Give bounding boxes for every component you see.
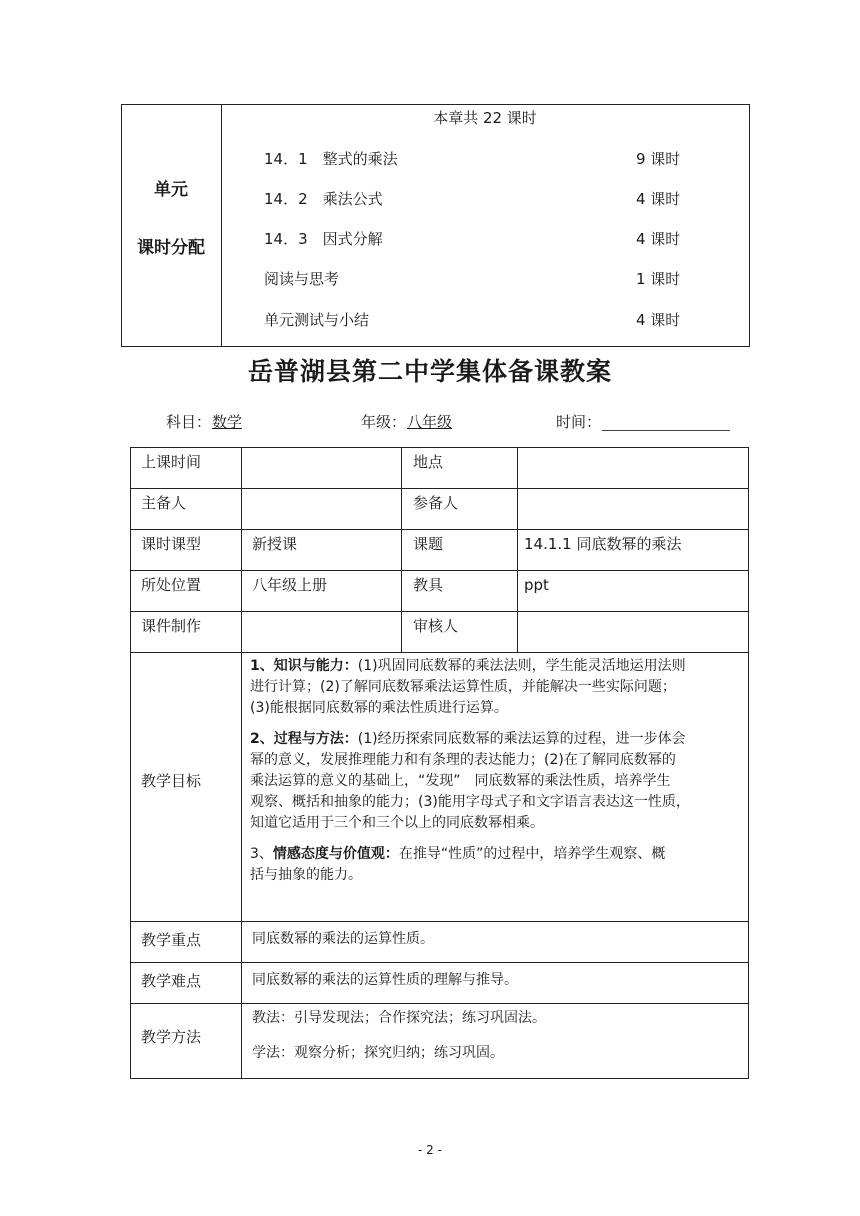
class-time-label: 上课时间: [141, 453, 202, 471]
unit-total-hours: 本章共 22 课时: [433, 109, 537, 127]
unit-row-hours: 4 课时: [636, 190, 681, 208]
unit-row-hours: 4 课时: [636, 230, 681, 248]
lesson-type-label: 课时课型: [141, 535, 202, 553]
goal3-line: 在推导“性质”的过程中，培养学生观察、概: [398, 846, 666, 862]
position-value: 八年级上册: [252, 576, 328, 594]
objectives-label: 教学目标: [141, 772, 202, 790]
unit-row-item: 阅读与思考: [264, 270, 340, 288]
goal1-line: (3)能根据同底数幂的乘法性质进行运算。: [250, 700, 508, 716]
lead-preparer-label: 主备人: [141, 494, 187, 512]
learning-method: 学法：观察分析；探究归纳；练习巩固。: [252, 1045, 504, 1061]
goal3-number: 3、: [250, 846, 273, 862]
goal2-line: 知道它适用于三个和三个以上的同底数幂相乘。: [250, 815, 544, 831]
topic-value: 14.1.1 同底数幂的乘法: [524, 535, 682, 553]
unit-row-hours: 4 课时: [636, 311, 681, 329]
goal2-line: 乘法运算的意义的基础上，“发现” 同底数幂的乘法性质，培养学生: [250, 773, 671, 789]
methods-label: 教学方法: [141, 1028, 202, 1046]
page-title: 岳普湖县第二中学集体备课教案: [247, 357, 612, 386]
goal3-title: 情感态度与价值观：: [272, 846, 399, 862]
goal1-line: 进行计算；(2)了解同底数幂乘法运算性质，并能解决一些实际问题；: [250, 679, 676, 695]
goal3-line: 括与抽象的能力。: [250, 867, 362, 883]
lesson-type-value: 新授课: [252, 535, 298, 553]
key-points-label: 教学重点: [141, 931, 202, 949]
reviewer-label: 审核人: [413, 617, 459, 635]
courseware-label: 课件制作: [141, 617, 202, 635]
page-number: - 2 -: [418, 1143, 442, 1157]
time-underline: [602, 430, 730, 431]
teaching-aids-value: ppt: [524, 576, 549, 594]
time-label: 时间：: [556, 413, 602, 431]
goal1-title: 1、知识与能力：: [250, 658, 358, 674]
unit-row-item: 14．3 因式分解: [264, 230, 383, 248]
unit-row-item: 14．2 乘法公式: [264, 190, 383, 208]
unit-heading-line2: 课时分配: [137, 238, 205, 258]
unit-heading-line1: 单元: [154, 180, 188, 200]
goal2-line: 幂的意义，发展推理能力和有条理的表达能力；(2)在了解同底数幂的: [250, 752, 676, 768]
teaching-method: 教法：引导发现法；合作探究法；练习巩固法。: [252, 1010, 546, 1026]
topic-label: 课题: [413, 535, 444, 553]
position-label: 所处位置: [141, 576, 202, 594]
goal1-line: (1)巩固同底数幂的乘法法则，学生能灵活地运用法则: [357, 658, 686, 674]
unit-row-hours: 1 课时: [636, 270, 681, 288]
teaching-aids-label: 教具: [413, 576, 444, 594]
grade-value: 八年级: [407, 413, 453, 431]
goal2-title: 2、过程与方法：: [250, 731, 358, 747]
participants-label: 参备人: [413, 494, 459, 512]
place-label: 地点: [413, 453, 444, 471]
unit-row-item: 单元测试与小结: [264, 311, 370, 329]
unit-row-item: 14．1 整式的乘法: [264, 150, 398, 168]
subject-label: 科目：: [166, 413, 212, 431]
grade-label: 年级：: [361, 413, 407, 431]
difficulties-label: 教学难点: [141, 972, 202, 990]
unit-row-hours: 9 课时: [636, 150, 681, 168]
goal2-line: (1)经历探索同底数幂的乘法运算的过程，进一步体会: [357, 731, 686, 747]
key-points-value: 同底数幂的乘法的运算性质。: [252, 931, 434, 947]
objectives-content: [250, 656, 744, 886]
subject-value: 数学: [212, 413, 243, 431]
goal2-line: 观察、概括和抽象的能力；(3)能用字母式子和文字语言表达这一性质，: [250, 794, 690, 810]
difficulties-value: 同底数幂的乘法的运算性质的理解与推导。: [252, 972, 518, 988]
